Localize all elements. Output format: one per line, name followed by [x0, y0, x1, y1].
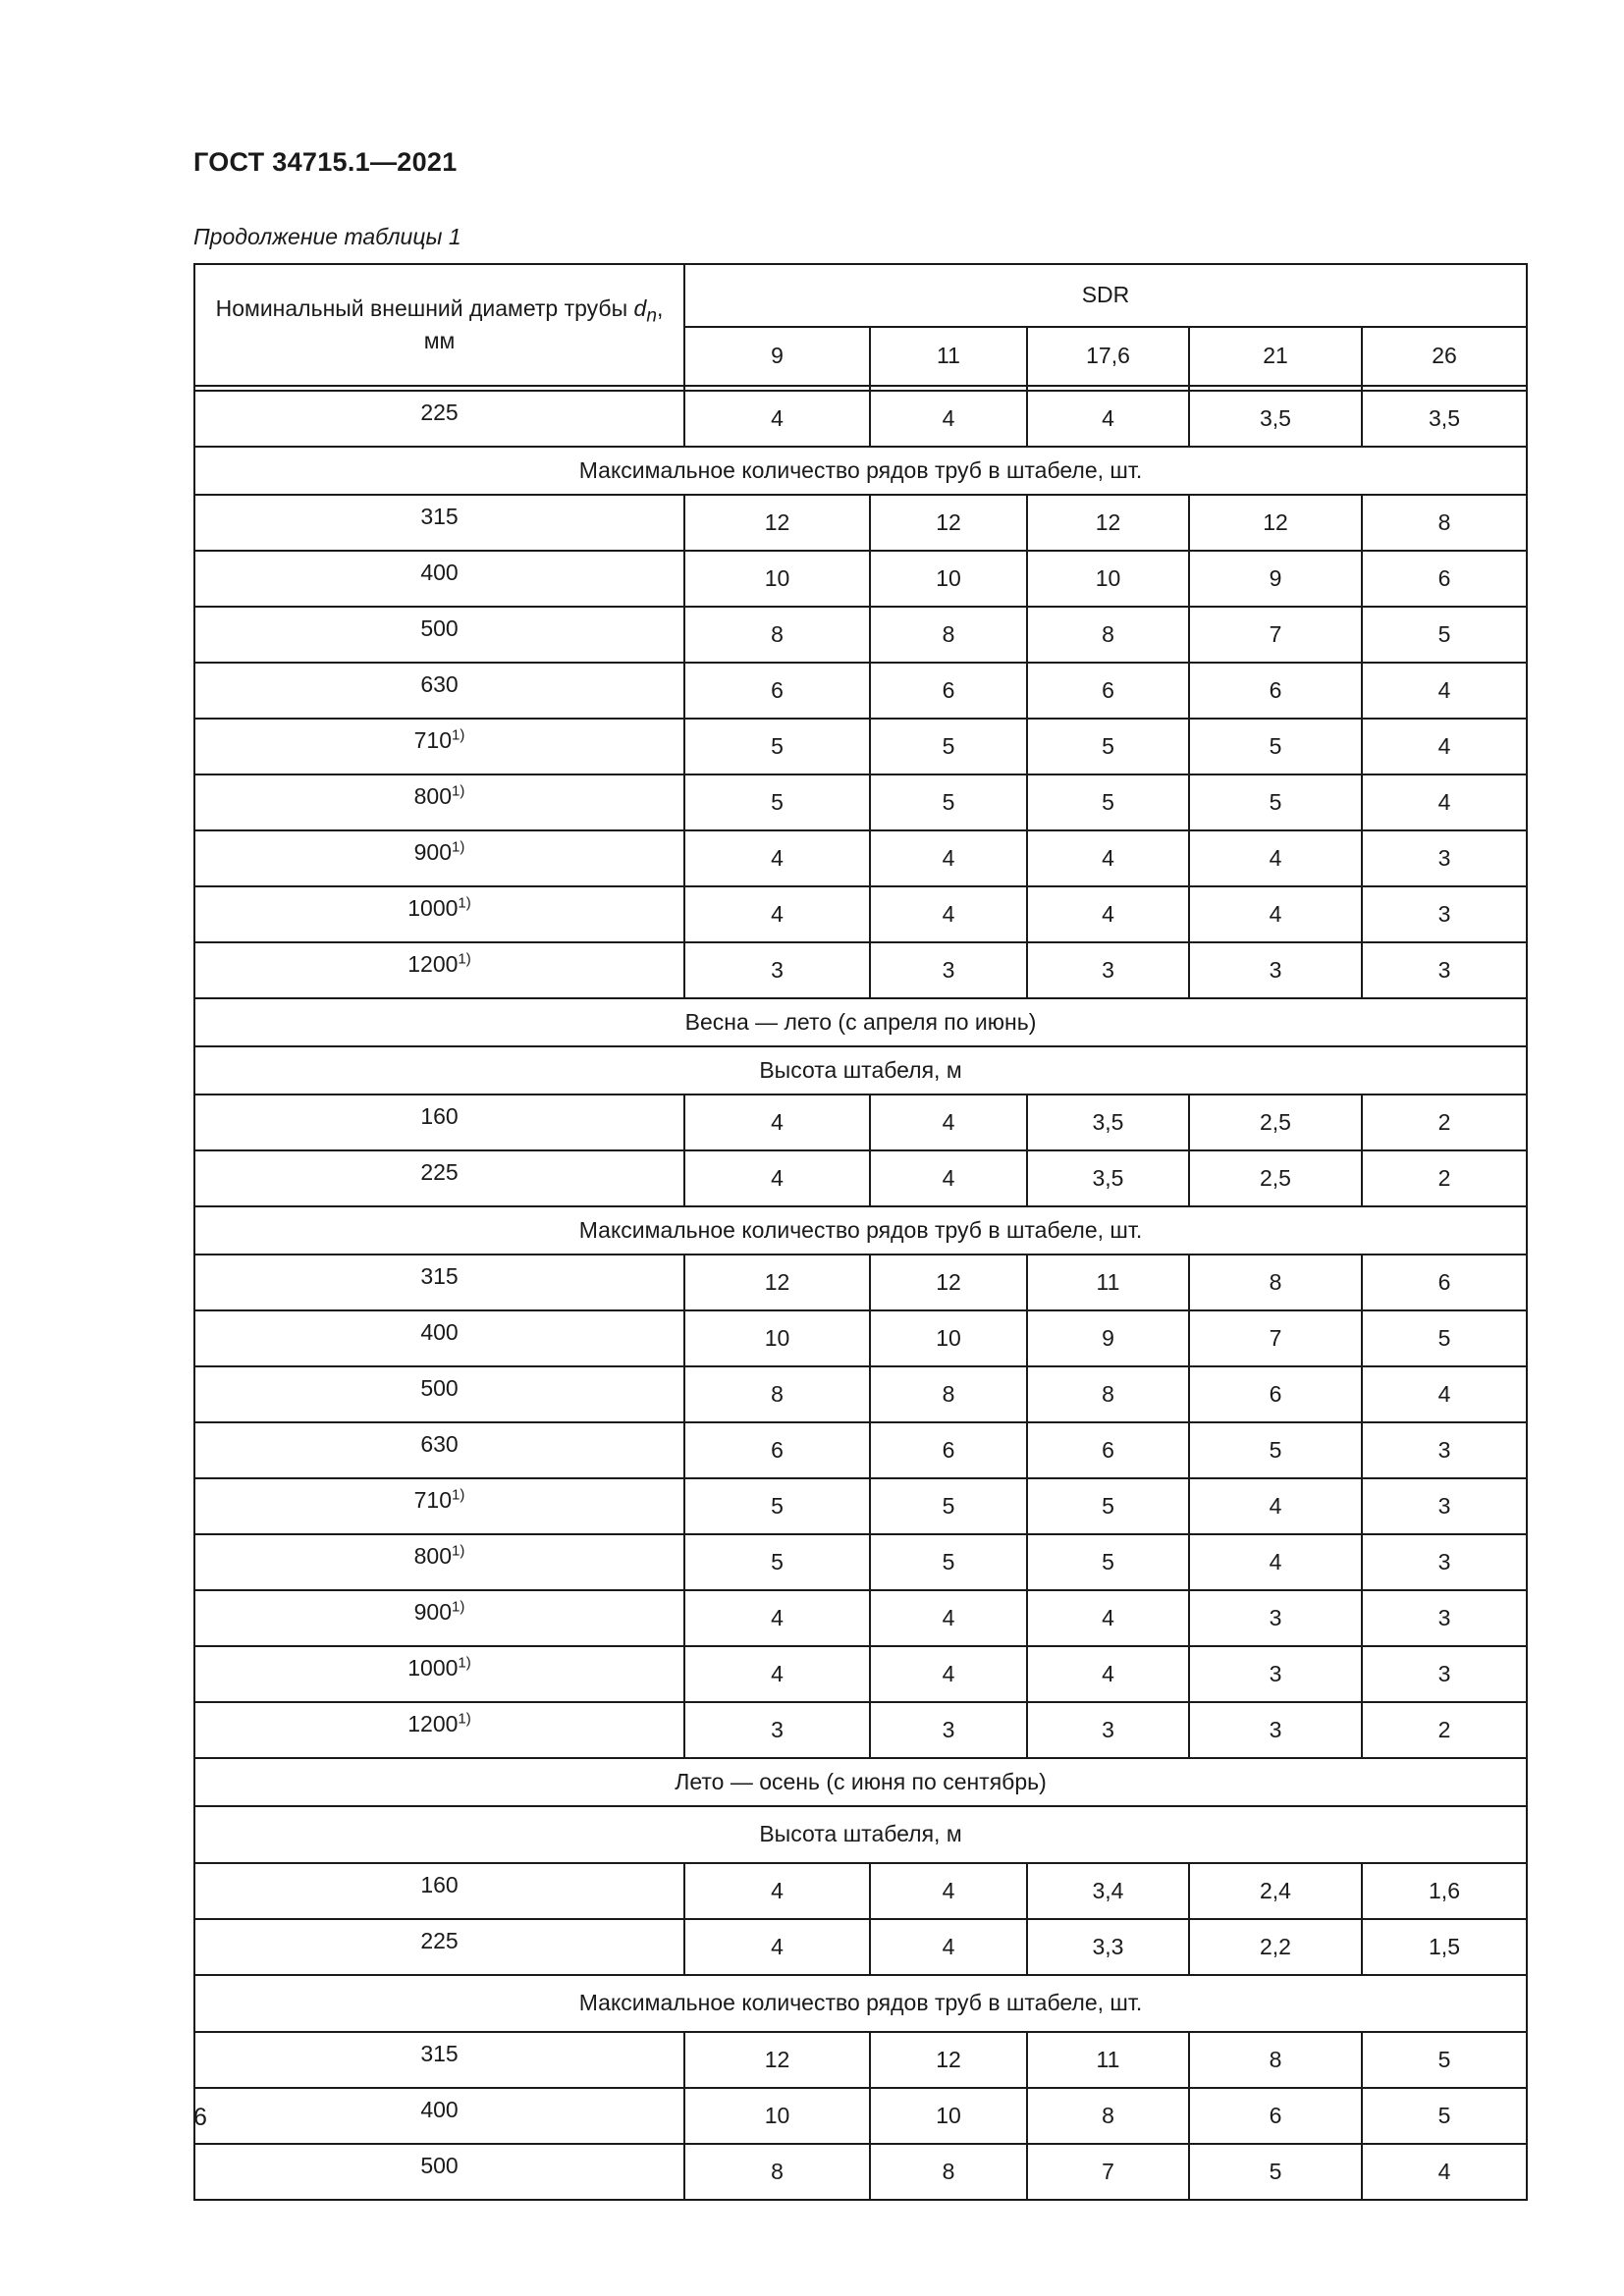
diameter-cell — [194, 2088, 684, 2144]
value-cell: 5 — [1189, 774, 1362, 830]
value-cell: 6 — [1027, 663, 1189, 719]
value-cell: 4 — [1189, 830, 1362, 886]
value-cell: 3 — [1189, 1702, 1362, 1758]
value-cell: 6 — [870, 1422, 1027, 1478]
diameter-cell — [194, 886, 684, 942]
value-cell: 5 — [870, 719, 1027, 774]
value-cell: 8 — [870, 2144, 1027, 2200]
value-cell: 3 — [1362, 830, 1527, 886]
value-cell: 6 — [1362, 1255, 1527, 1310]
section-heading: Максимальное количество рядов труб в штабеле, шт. — [194, 1975, 1527, 2032]
diameter-cell — [194, 1255, 684, 1310]
value-cell: 5 — [684, 1534, 870, 1590]
diameter-cell — [194, 774, 684, 830]
value-cell: 3 — [1362, 1422, 1527, 1478]
footnote-marker: 1) — [452, 1486, 465, 1504]
diameter-cell — [194, 1646, 684, 1702]
diameter-cell — [194, 551, 684, 607]
diameter-cell — [194, 830, 684, 886]
value-cell: 4 — [1027, 1590, 1189, 1646]
value-cell: 3,5 — [1362, 391, 1527, 447]
table-row — [194, 1646, 1527, 1702]
value-cell: 4 — [870, 886, 1027, 942]
table-row — [194, 1702, 1527, 1758]
diameter-value: 225 — [420, 1159, 459, 1185]
value-cell: 5 — [1189, 2144, 1362, 2200]
table-row — [194, 830, 1527, 886]
diameter-value: 315 — [420, 1263, 459, 1289]
value-cell: 2,2 — [1189, 1919, 1362, 1975]
diameter-cell — [194, 1919, 684, 1975]
value-cell: 10 — [1027, 551, 1189, 607]
diameter-value: 710 — [413, 727, 453, 753]
value-cell: 4 — [870, 1590, 1027, 1646]
value-cell: 9 — [1189, 551, 1362, 607]
value-cell: 3 — [1362, 1590, 1527, 1646]
value-cell: 3 — [1027, 942, 1189, 998]
value-cell: 5 — [684, 774, 870, 830]
diameter-cell — [194, 1863, 684, 1919]
value-cell: 10 — [684, 1310, 870, 1366]
diameter-cell — [194, 942, 684, 998]
value-cell: 4 — [1027, 886, 1189, 942]
value-cell: 4 — [684, 1919, 870, 1975]
diameter-cell — [194, 391, 684, 447]
table-row — [194, 1422, 1527, 1478]
value-cell: 10 — [870, 1310, 1027, 1366]
value-cell: 4 — [1027, 391, 1189, 447]
table-row — [194, 1150, 1527, 1206]
diameter-value: 315 — [420, 504, 459, 529]
value-cell: 4 — [684, 1646, 870, 1702]
table-row — [194, 2088, 1527, 2144]
diameter-cell — [194, 1590, 684, 1646]
value-cell: 2,5 — [1189, 1150, 1362, 1206]
value-cell: 4 — [1362, 719, 1527, 774]
diameter-cell — [194, 607, 684, 663]
diameter-value: 225 — [420, 1928, 459, 1953]
table-row — [194, 2032, 1527, 2088]
value-cell: 5 — [1027, 719, 1189, 774]
diameter-column-header — [194, 264, 684, 386]
diameter-cell — [194, 2032, 684, 2088]
section-heading: Весна — лето (с апреля по июнь) — [194, 998, 1527, 1046]
diameter-cell — [194, 719, 684, 774]
value-cell: 6 — [1189, 1366, 1362, 1422]
value-cell: 12 — [1027, 495, 1189, 551]
value-cell: 12 — [870, 1255, 1027, 1310]
footnote-marker: 1) — [452, 782, 465, 800]
diameter-value: 500 — [420, 2153, 459, 2178]
value-cell: 1,5 — [1362, 1919, 1527, 1975]
table-row — [194, 886, 1527, 942]
value-cell: 12 — [684, 2032, 870, 2088]
value-cell: 9 — [1027, 1310, 1189, 1366]
value-cell: 10 — [870, 551, 1027, 607]
value-cell: 12 — [1189, 495, 1362, 551]
value-cell: 5 — [1362, 1310, 1527, 1366]
section-heading-row — [194, 1046, 1527, 1095]
diameter-value: 160 — [420, 1103, 459, 1129]
value-cell: 3 — [1189, 1646, 1362, 1702]
value-cell: 5 — [1362, 2032, 1527, 2088]
value-cell: 4 — [870, 1919, 1027, 1975]
value-cell: 4 — [684, 391, 870, 447]
footnote-marker: 1) — [458, 1710, 471, 1728]
diameter-value: 225 — [420, 400, 459, 425]
value-cell: 3 — [1027, 1702, 1189, 1758]
value-cell: 4 — [870, 1646, 1027, 1702]
value-cell: 3 — [1362, 942, 1527, 998]
value-cell: 3 — [1362, 1478, 1527, 1534]
table-row — [194, 1919, 1527, 1975]
value-cell: 3 — [1189, 942, 1362, 998]
diameter-cell — [194, 1422, 684, 1478]
diameter-value: 160 — [420, 1872, 459, 1897]
sdr-column-header: 21 — [1189, 327, 1362, 386]
value-cell: 4 — [684, 886, 870, 942]
section-heading-row — [194, 998, 1527, 1046]
section-heading: Высота штабеля, м — [194, 1046, 1527, 1095]
value-cell: 4 — [684, 1863, 870, 1919]
diameter-cell — [194, 663, 684, 719]
diameter-header-var: d — [633, 294, 647, 321]
table-row — [194, 551, 1527, 607]
diameter-cell — [194, 1150, 684, 1206]
value-cell: 6 — [870, 663, 1027, 719]
value-cell: 6 — [1189, 2088, 1362, 2144]
value-cell: 4 — [1362, 663, 1527, 719]
value-cell: 6 — [684, 663, 870, 719]
value-cell: 5 — [1027, 1534, 1189, 1590]
table-row — [194, 1366, 1527, 1422]
value-cell: 4 — [684, 1095, 870, 1150]
value-cell: 5 — [1189, 719, 1362, 774]
value-cell: 7 — [1027, 2144, 1189, 2200]
value-cell: 2 — [1362, 1150, 1527, 1206]
diameter-cell — [194, 1534, 684, 1590]
value-cell: 8 — [684, 607, 870, 663]
diameter-value: 500 — [420, 615, 459, 641]
table-row — [194, 2144, 1527, 2200]
diameter-cell — [194, 495, 684, 551]
diameter-header-suffix: , — [656, 294, 664, 321]
value-cell: 4 — [870, 1863, 1027, 1919]
value-cell: 2,5 — [1189, 1095, 1362, 1150]
value-cell: 4 — [870, 1150, 1027, 1206]
value-cell: 10 — [870, 2088, 1027, 2144]
diameter-value: 630 — [420, 671, 459, 697]
value-cell: 8 — [684, 2144, 870, 2200]
value-cell: 8 — [1362, 495, 1527, 551]
value-cell: 4 — [870, 1095, 1027, 1150]
value-cell: 4 — [1362, 2144, 1527, 2200]
diameter-value: 800 — [413, 1543, 453, 1569]
header-row-top — [194, 264, 1527, 327]
value-cell: 5 — [870, 1534, 1027, 1590]
value-cell: 6 — [684, 1422, 870, 1478]
stacking-table — [193, 263, 1528, 2201]
diameter-value: 710 — [413, 1487, 453, 1513]
value-cell: 4 — [1189, 1478, 1362, 1534]
footnote-marker: 1) — [458, 894, 471, 912]
diameter-cell — [194, 1366, 684, 1422]
value-cell: 8 — [1027, 2088, 1189, 2144]
value-cell: 4 — [1362, 774, 1527, 830]
value-cell: 5 — [1027, 1478, 1189, 1534]
footnote-marker: 1) — [458, 1654, 471, 1672]
value-cell: 8 — [1189, 2032, 1362, 2088]
value-cell: 4 — [1189, 1534, 1362, 1590]
value-cell: 3,4 — [1027, 1863, 1189, 1919]
value-cell: 5 — [1362, 607, 1527, 663]
value-cell: 3 — [870, 942, 1027, 998]
value-cell: 4 — [684, 1590, 870, 1646]
value-cell: 4 — [870, 830, 1027, 886]
value-cell: 3 — [1362, 1534, 1527, 1590]
diameter-value: 1000 — [407, 895, 459, 921]
value-cell: 10 — [684, 551, 870, 607]
footnote-marker: 1) — [452, 1598, 465, 1616]
diameter-cell — [194, 1478, 684, 1534]
sdr-column-header: 26 — [1362, 327, 1527, 386]
value-cell: 3 — [1189, 1590, 1362, 1646]
diameter-header-prefix: Номинальный внешний диаметр трубы — [215, 294, 634, 321]
table-row — [194, 1255, 1527, 1310]
value-cell: 3,5 — [1027, 1095, 1189, 1150]
footnote-marker: 1) — [452, 838, 465, 856]
value-cell: 3 — [1362, 886, 1527, 942]
diameter-cell — [194, 1095, 684, 1150]
value-cell: 4 — [1189, 886, 1362, 942]
value-cell: 5 — [1027, 774, 1189, 830]
value-cell: 8 — [870, 607, 1027, 663]
table-row — [194, 495, 1527, 551]
value-cell: 6 — [1027, 1422, 1189, 1478]
table-row — [194, 663, 1527, 719]
value-cell: 11 — [1027, 2032, 1189, 2088]
value-cell: 2 — [1362, 1095, 1527, 1150]
table-row — [194, 774, 1527, 830]
diameter-value: 315 — [420, 2041, 459, 2066]
value-cell: 4 — [1027, 1646, 1189, 1702]
page-number: 6 — [193, 2104, 207, 2131]
diameter-value: 900 — [413, 1599, 453, 1625]
value-cell: 8 — [1027, 607, 1189, 663]
value-cell: 3,3 — [1027, 1919, 1189, 1975]
table-row — [194, 942, 1527, 998]
footnote-marker: 1) — [452, 1542, 465, 1560]
diameter-value: 1200 — [407, 1711, 459, 1736]
table-row — [194, 1095, 1527, 1150]
section-heading: Максимальное количество рядов труб в штабеле, шт. — [194, 447, 1527, 495]
value-cell: 12 — [870, 2032, 1027, 2088]
value-cell: 5 — [870, 774, 1027, 830]
value-cell: 3,5 — [1189, 391, 1362, 447]
value-cell: 6 — [1362, 551, 1527, 607]
value-cell: 2 — [1362, 1702, 1527, 1758]
section-heading-row — [194, 1758, 1527, 1806]
table-row — [194, 719, 1527, 774]
value-cell: 8 — [870, 1366, 1027, 1422]
sdr-column-header: 17,6 — [1027, 327, 1189, 386]
diameter-value: 800 — [413, 783, 453, 809]
value-cell: 5 — [684, 1478, 870, 1534]
value-cell: 4 — [1362, 1366, 1527, 1422]
table-row — [194, 1310, 1527, 1366]
section-heading-row — [194, 447, 1527, 495]
value-cell: 4 — [870, 391, 1027, 447]
table-row — [194, 1534, 1527, 1590]
value-cell: 10 — [684, 2088, 870, 2144]
table-row — [194, 1863, 1527, 1919]
value-cell: 11 — [1027, 1255, 1189, 1310]
section-heading-row — [194, 1975, 1527, 2032]
footnote-marker: 1) — [452, 726, 465, 744]
value-cell: 12 — [684, 1255, 870, 1310]
diameter-cell — [194, 1310, 684, 1366]
diameter-header-unit: мм — [423, 327, 456, 353]
diameter-value: 900 — [413, 839, 453, 865]
value-cell: 8 — [684, 1366, 870, 1422]
diameter-value: 630 — [420, 1431, 459, 1457]
footnote-marker: 1) — [458, 950, 471, 968]
sdr-column-header: 9 — [684, 327, 870, 386]
value-cell: 8 — [1027, 1366, 1189, 1422]
value-cell: 3,5 — [1027, 1150, 1189, 1206]
value-cell: 3 — [1362, 1646, 1527, 1702]
section-heading-row — [194, 1206, 1527, 1255]
table-row — [194, 391, 1527, 447]
value-cell: 4 — [1027, 830, 1189, 886]
value-cell: 8 — [1189, 1255, 1362, 1310]
value-cell: 3 — [870, 1702, 1027, 1758]
value-cell: 7 — [1189, 607, 1362, 663]
value-cell: 4 — [684, 1150, 870, 1206]
diameter-value: 500 — [420, 1375, 459, 1401]
table-container — [193, 263, 1526, 2201]
diameter-value: 1200 — [407, 951, 459, 977]
diameter-cell — [194, 1702, 684, 1758]
value-cell: 5 — [1189, 1422, 1362, 1478]
diameter-value: 1000 — [407, 1655, 459, 1681]
section-heading-row — [194, 1806, 1527, 1863]
sdr-column-header: 11 — [870, 327, 1027, 386]
value-cell: 5 — [870, 1478, 1027, 1534]
document-title: ГОСТ 34715.1—2021 — [193, 147, 458, 177]
value-cell: 3 — [684, 942, 870, 998]
diameter-header-sub: n — [646, 305, 657, 327]
diameter-cell — [194, 2144, 684, 2200]
section-heading: Максимальное количество рядов труб в штабеле, шт. — [194, 1206, 1527, 1255]
table-row — [194, 607, 1527, 663]
value-cell: 5 — [1362, 2088, 1527, 2144]
diameter-value: 400 — [420, 2097, 459, 2122]
diameter-value: 400 — [420, 560, 459, 585]
table-row — [194, 1590, 1527, 1646]
table-row — [194, 1478, 1527, 1534]
section-heading: Высота штабеля, м — [194, 1806, 1527, 1863]
value-cell: 7 — [1189, 1310, 1362, 1366]
diameter-value: 400 — [420, 1319, 459, 1345]
value-cell: 2,4 — [1189, 1863, 1362, 1919]
section-heading: Лето — осень (с июня по сентябрь) — [194, 1758, 1527, 1806]
value-cell: 5 — [684, 719, 870, 774]
table-continuation-caption: Продолжение таблицы 1 — [193, 224, 461, 249]
sdr-group-header: SDR — [684, 264, 1527, 327]
value-cell: 6 — [1189, 663, 1362, 719]
value-cell: 4 — [684, 830, 870, 886]
value-cell: 3 — [684, 1702, 870, 1758]
value-cell: 1,6 — [1362, 1863, 1527, 1919]
value-cell: 12 — [684, 495, 870, 551]
value-cell: 12 — [870, 495, 1027, 551]
